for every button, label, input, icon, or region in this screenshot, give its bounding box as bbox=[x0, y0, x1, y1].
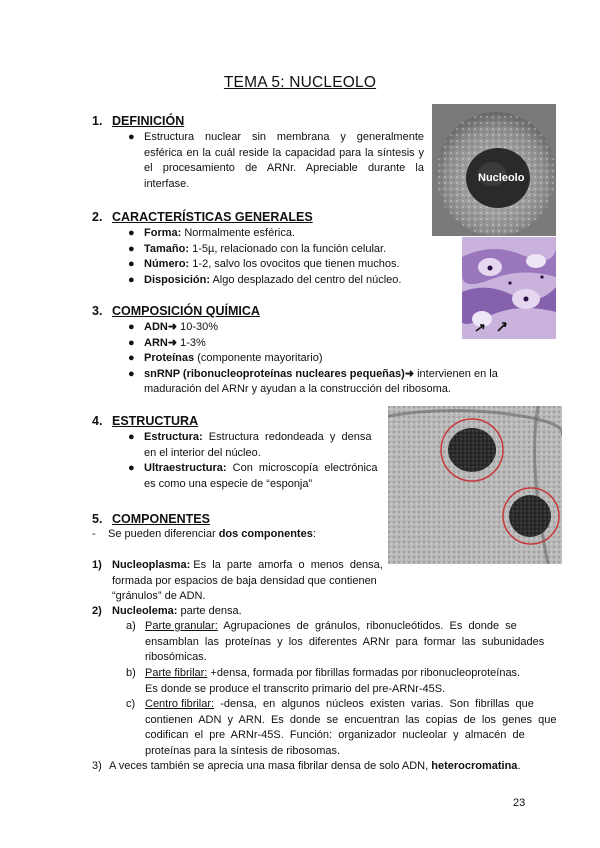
component-3 bbox=[92, 759, 521, 775]
list-number: 2) bbox=[92, 605, 102, 617]
item-key: Proteínas bbox=[144, 352, 195, 364]
dash-marker: - bbox=[92, 528, 96, 540]
item-value: 1-2, salvo los ovocitos que tienen muchos. bbox=[189, 258, 400, 270]
micrograph-illustration bbox=[432, 104, 556, 236]
subitem-c bbox=[126, 697, 557, 759]
continuation: formada por espacios de baja densidad que contienen bbox=[112, 574, 377, 587]
intro-part: Se pueden diferenciar bbox=[108, 528, 219, 540]
bullet-icon: ● bbox=[128, 258, 135, 270]
structure-list bbox=[128, 430, 380, 492]
item-value: Estructura redondeada y densa bbox=[202, 431, 372, 443]
bullet-icon: ● bbox=[128, 352, 135, 364]
arrow-icon: ➜ bbox=[167, 321, 178, 333]
list-item-continuation: es como una especie de “esponja” bbox=[144, 477, 313, 490]
subitem-a bbox=[126, 619, 545, 666]
section-number: 4. bbox=[92, 414, 103, 428]
arrow-icon: ➜ bbox=[404, 367, 415, 380]
item-value: Con microscopía electrónica bbox=[226, 462, 378, 474]
item-key: Nucleoplasma: bbox=[112, 559, 191, 571]
item-key: Parte fibrilar: bbox=[145, 667, 208, 679]
section-number: 3. bbox=[92, 304, 103, 318]
section-3-heading bbox=[92, 304, 260, 318]
list-item bbox=[128, 242, 401, 258]
item-key: Nucleolema: bbox=[112, 605, 178, 617]
list-item-continuation: maduración del ARNr y ayudan a la construcción del ribosoma. bbox=[144, 383, 451, 395]
bullet-icon: ● bbox=[128, 336, 135, 349]
continuation: codifican el pre ARNr-45S. Función: organizador nucleolar y almacén de bbox=[145, 729, 525, 741]
section-4-heading bbox=[92, 414, 198, 428]
continuation: proteínas para la síntesis de ribosomas. bbox=[145, 744, 341, 757]
item-value: parte densa. bbox=[177, 605, 242, 617]
list-item bbox=[128, 273, 402, 289]
item-text: . bbox=[517, 760, 521, 772]
component-2 bbox=[92, 604, 242, 620]
section-2-heading bbox=[92, 210, 313, 224]
section-title: ESTRUCTURA bbox=[112, 414, 199, 428]
item-bold: heterocromatina bbox=[431, 760, 518, 772]
item-key: Estructura: bbox=[144, 431, 203, 443]
section-number: 2. bbox=[92, 210, 103, 224]
list-item bbox=[128, 226, 401, 242]
item-key: Disposición: bbox=[144, 273, 211, 286]
item-value: Agrupaciones de gránulos, ribonucleótidos. Es donde se bbox=[217, 620, 517, 632]
item-value: 1-5µ, relacionado con la función celular. bbox=[189, 242, 387, 255]
bullet-icon: ● bbox=[128, 321, 135, 333]
continuation: ribosómicas. bbox=[145, 651, 207, 663]
section-title: CARACTERÍSTICAS GENERALES bbox=[112, 210, 313, 224]
section-1-heading bbox=[92, 114, 184, 128]
continuation: “gránulos” de ADN. bbox=[112, 590, 206, 602]
list-number: 1) bbox=[92, 559, 102, 571]
item-key: Parte granular: bbox=[145, 620, 218, 632]
bullet-icon: ● bbox=[128, 462, 135, 474]
list-item-continuation: en el interior del núcleo. bbox=[144, 446, 261, 459]
bullet-icon: ● bbox=[128, 273, 135, 286]
sub-letter: c) bbox=[126, 698, 136, 710]
section-number: 1. bbox=[92, 114, 103, 128]
list-item bbox=[128, 351, 556, 367]
bullet-icon: ● bbox=[128, 227, 135, 239]
bullet-icon: ● bbox=[128, 242, 135, 255]
item-key: Ultraestructura: bbox=[144, 462, 227, 474]
list-item bbox=[128, 367, 556, 383]
item-key: ARN bbox=[144, 336, 168, 349]
item-key: Forma: bbox=[144, 227, 182, 239]
page-title: TEMA 5: NUCLEOLO bbox=[223, 74, 377, 91]
item-value: +densa, formada por fibrillas formadas por ribonucleoproteínas. bbox=[207, 667, 521, 679]
definition-text bbox=[128, 130, 424, 192]
intro-bold: dos componentes bbox=[218, 528, 313, 540]
item-value: Normalmente esférica. bbox=[181, 227, 295, 239]
item-key: Tamaño: bbox=[144, 242, 190, 255]
line: el procesamiento de ARNr. Apreciable durante la bbox=[144, 162, 424, 174]
list-item bbox=[128, 257, 401, 273]
bullet-icon: ● bbox=[128, 367, 135, 380]
electron-micrograph-illustration bbox=[388, 406, 562, 564]
item-value: (componente mayoritario) bbox=[194, 352, 323, 364]
bullet-icon: ● bbox=[128, 431, 135, 443]
section-title: COMPOSICIÓN QUÍMICA bbox=[112, 304, 260, 318]
item-value: 10-30% bbox=[177, 321, 219, 333]
nucleolus-micrograph-image bbox=[432, 104, 556, 236]
section-title: DEFINICIÓN bbox=[112, 114, 185, 128]
intro-text bbox=[108, 527, 316, 543]
sub-letter: a) bbox=[126, 620, 136, 632]
item-key: Número: bbox=[144, 258, 190, 270]
list-item bbox=[128, 336, 556, 352]
characteristics-list bbox=[128, 226, 402, 288]
composition-list bbox=[128, 320, 556, 398]
components-intro bbox=[92, 527, 316, 543]
bullet-icon: ● bbox=[128, 131, 135, 143]
item-value: Algo desplazado del centro del núcleo. bbox=[210, 273, 402, 286]
sub-letter: b) bbox=[126, 667, 136, 679]
subitem-b bbox=[126, 666, 528, 697]
section-number: 5. bbox=[92, 512, 103, 526]
item-value: -densa, en algunos núcleos existen varias. Son fibrillas que bbox=[214, 698, 534, 710]
line: Estructura nuclear sin membrana y generalmente bbox=[144, 131, 424, 143]
item-key: Centro fibrilar: bbox=[145, 698, 215, 710]
arrow-icon: ➜ bbox=[167, 336, 178, 349]
section-title: COMPONENTES bbox=[112, 512, 210, 526]
item-value: Es la parte amorfa o menos densa, bbox=[190, 559, 383, 571]
list-item bbox=[128, 461, 380, 477]
item-value: intervienen en la bbox=[414, 367, 498, 380]
electron-micrograph-image bbox=[388, 406, 562, 564]
component-1 bbox=[92, 558, 382, 605]
item-text: A veces también se aprecia una masa fibrilar densa de solo ADN, bbox=[109, 760, 432, 772]
continuation: Es donde se produce el transcrito primario del pre-ARNr-45S. bbox=[145, 682, 446, 695]
intro-part: : bbox=[312, 528, 316, 540]
continuation: ensamblan las proteínas y los diferentes ARNr para formar las subunidades bbox=[145, 635, 545, 648]
line: esférica en la cuál reside la capacidad para la síntesis y bbox=[144, 146, 424, 159]
page-number: 23 bbox=[513, 797, 526, 809]
nucleolo-label: Nucleolo bbox=[478, 172, 525, 184]
continuation: contienen ADN y ARN. Es donde se encuentran las copias de los genes que bbox=[145, 713, 557, 726]
section-5-heading bbox=[92, 512, 210, 526]
list-item bbox=[128, 430, 380, 446]
line: interfase. bbox=[144, 177, 190, 190]
item-value: 1-3% bbox=[177, 336, 206, 349]
list-item bbox=[128, 320, 556, 336]
list-number: 3) bbox=[92, 760, 102, 772]
item-key: snRNP (ribonucleoproteínas nucleares pequeñas) bbox=[144, 367, 405, 380]
item-key: ADN bbox=[144, 321, 168, 333]
